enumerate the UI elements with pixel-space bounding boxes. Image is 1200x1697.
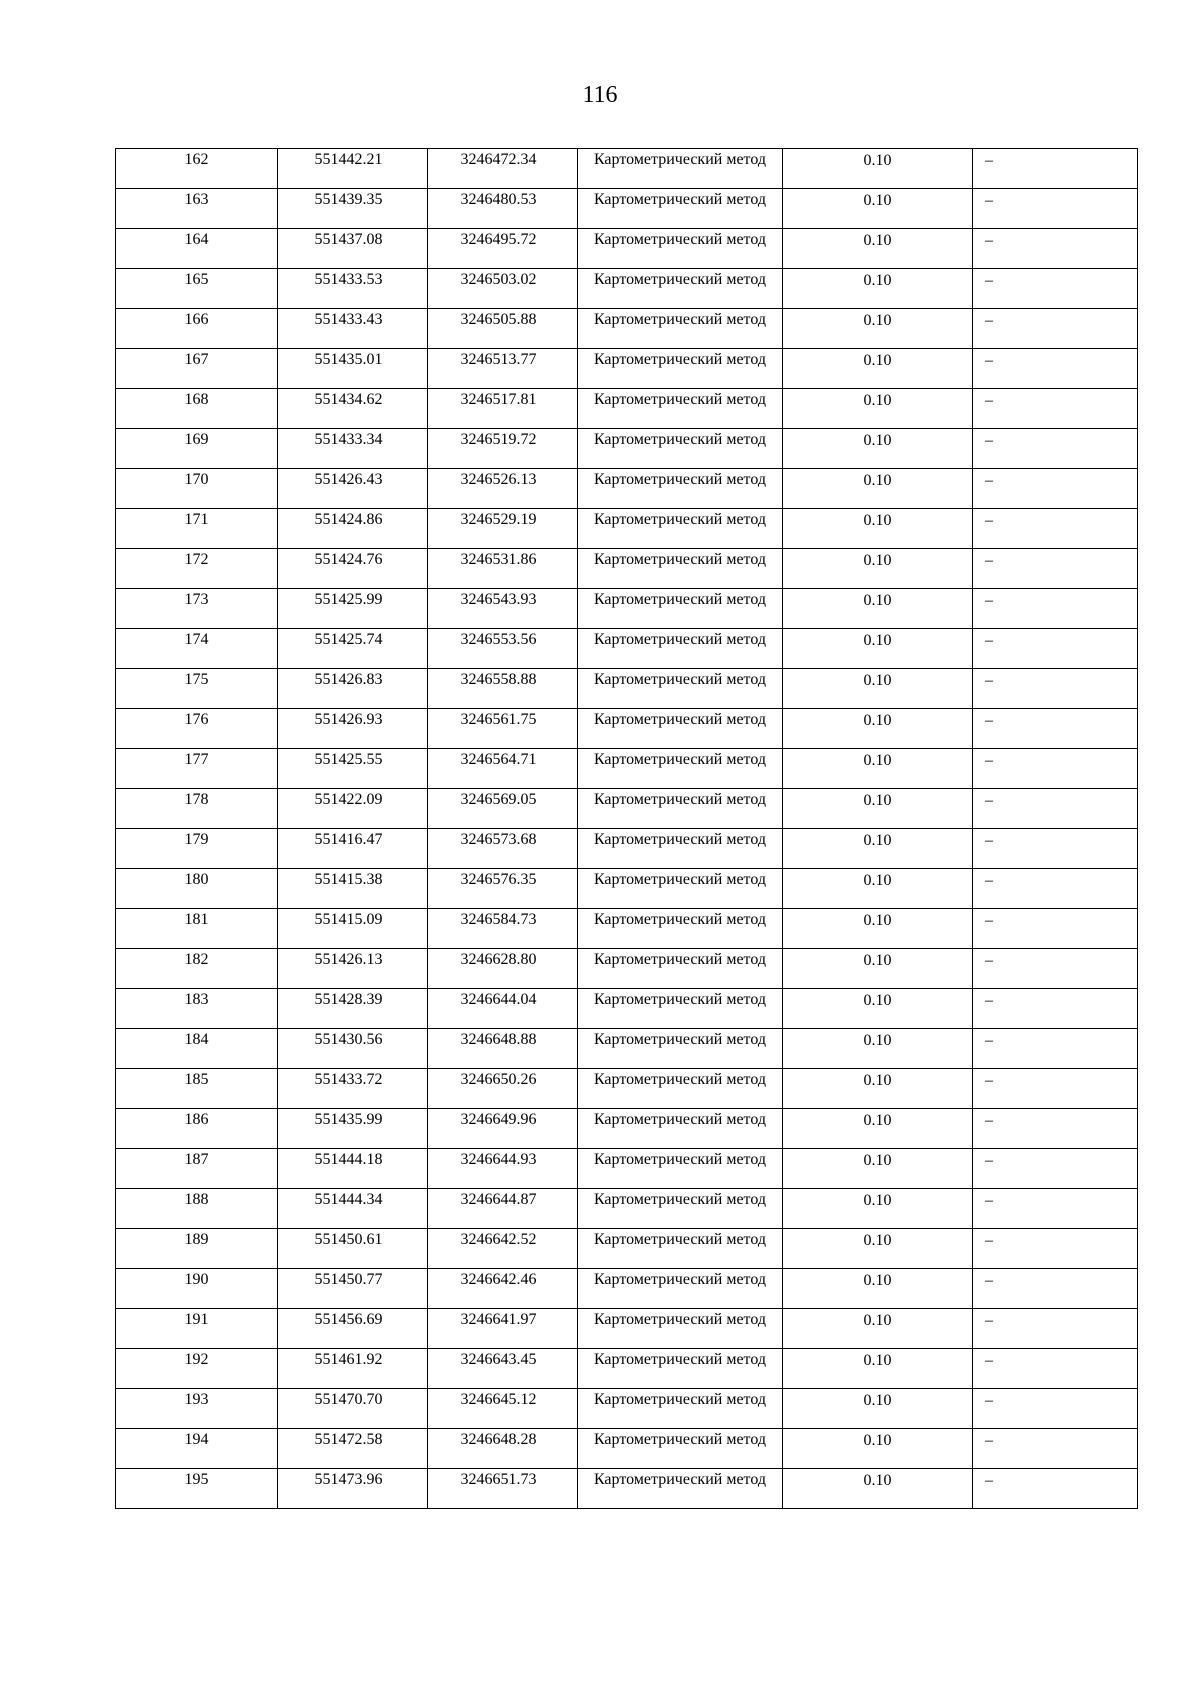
point-number-cell: 190 bbox=[116, 1269, 278, 1309]
table-row bbox=[116, 989, 1138, 1029]
note-cell: – bbox=[973, 1389, 1138, 1429]
x-coordinate-cell: 551450.77 bbox=[278, 1269, 428, 1309]
y-coordinate-cell: 3246519.72 bbox=[428, 429, 578, 469]
x-coordinate-cell: 551430.56 bbox=[278, 1029, 428, 1069]
note-cell: – bbox=[973, 509, 1138, 549]
method-cell: Картометрический метод bbox=[578, 309, 783, 349]
table-row bbox=[116, 269, 1138, 309]
y-coordinate-cell: 3246495.72 bbox=[428, 229, 578, 269]
point-number-cell: 162 bbox=[116, 149, 278, 189]
accuracy-cell: 0.10 bbox=[783, 1429, 973, 1469]
y-coordinate-cell: 3246650.26 bbox=[428, 1069, 578, 1109]
point-number-cell: 195 bbox=[116, 1469, 278, 1509]
x-coordinate-cell: 551435.99 bbox=[278, 1109, 428, 1149]
x-coordinate-cell: 551415.09 bbox=[278, 909, 428, 949]
point-number-cell: 189 bbox=[116, 1229, 278, 1269]
method-cell: Картометрический метод bbox=[578, 909, 783, 949]
table-row bbox=[116, 229, 1138, 269]
x-coordinate-cell: 551426.13 bbox=[278, 949, 428, 989]
method-cell: Картометрический метод bbox=[578, 1229, 783, 1269]
table-row bbox=[116, 909, 1138, 949]
note-cell: – bbox=[973, 469, 1138, 509]
note-cell: – bbox=[973, 629, 1138, 669]
table-row bbox=[116, 1389, 1138, 1429]
point-number-cell: 176 bbox=[116, 709, 278, 749]
x-coordinate-cell: 551425.99 bbox=[278, 589, 428, 629]
point-number-cell: 166 bbox=[116, 309, 278, 349]
accuracy-cell: 0.10 bbox=[783, 1349, 973, 1389]
method-cell: Картометрический метод bbox=[578, 709, 783, 749]
point-number-cell: 168 bbox=[116, 389, 278, 429]
point-number-cell: 178 bbox=[116, 789, 278, 829]
method-cell: Картометрический метод bbox=[578, 349, 783, 389]
note-cell: – bbox=[973, 669, 1138, 709]
note-cell: – bbox=[973, 789, 1138, 829]
accuracy-cell: 0.10 bbox=[783, 869, 973, 909]
x-coordinate-cell: 551434.62 bbox=[278, 389, 428, 429]
x-coordinate-cell: 551424.86 bbox=[278, 509, 428, 549]
method-cell: Картометрический метод bbox=[578, 869, 783, 909]
point-number-cell: 175 bbox=[116, 669, 278, 709]
point-number-cell: 185 bbox=[116, 1069, 278, 1109]
method-cell: Картометрический метод bbox=[578, 509, 783, 549]
method-cell: Картометрический метод bbox=[578, 1309, 783, 1349]
note-cell: – bbox=[973, 1189, 1138, 1229]
point-number-cell: 184 bbox=[116, 1029, 278, 1069]
point-number-cell: 177 bbox=[116, 749, 278, 789]
table-row bbox=[116, 189, 1138, 229]
accuracy-cell: 0.10 bbox=[783, 469, 973, 509]
accuracy-cell: 0.10 bbox=[783, 989, 973, 1029]
point-number-cell: 192 bbox=[116, 1349, 278, 1389]
method-cell: Картометрический метод bbox=[578, 1029, 783, 1069]
x-coordinate-cell: 551415.38 bbox=[278, 869, 428, 909]
point-number-cell: 181 bbox=[116, 909, 278, 949]
coordinates-table-body bbox=[116, 149, 1138, 1509]
accuracy-cell: 0.10 bbox=[783, 709, 973, 749]
x-coordinate-cell: 551433.43 bbox=[278, 309, 428, 349]
method-cell: Картометрический метод bbox=[578, 389, 783, 429]
accuracy-cell: 0.10 bbox=[783, 309, 973, 349]
method-cell: Картометрический метод bbox=[578, 429, 783, 469]
table-row bbox=[116, 829, 1138, 869]
accuracy-cell: 0.10 bbox=[783, 1309, 973, 1349]
note-cell: – bbox=[973, 309, 1138, 349]
note-cell: – bbox=[973, 949, 1138, 989]
x-coordinate-cell: 551424.76 bbox=[278, 549, 428, 589]
point-number-cell: 186 bbox=[116, 1109, 278, 1149]
accuracy-cell: 0.10 bbox=[783, 1109, 973, 1149]
table-row bbox=[116, 429, 1138, 469]
y-coordinate-cell: 3246561.75 bbox=[428, 709, 578, 749]
accuracy-cell: 0.10 bbox=[783, 1149, 973, 1189]
accuracy-cell: 0.10 bbox=[783, 149, 973, 189]
note-cell: – bbox=[973, 429, 1138, 469]
accuracy-cell: 0.10 bbox=[783, 269, 973, 309]
note-cell: – bbox=[973, 389, 1138, 429]
method-cell: Картометрический метод bbox=[578, 1469, 783, 1509]
method-cell: Картометрический метод bbox=[578, 589, 783, 629]
note-cell: – bbox=[973, 829, 1138, 869]
accuracy-cell: 0.10 bbox=[783, 549, 973, 589]
y-coordinate-cell: 3246648.28 bbox=[428, 1429, 578, 1469]
table-row bbox=[116, 1189, 1138, 1229]
point-number-cell: 179 bbox=[116, 829, 278, 869]
accuracy-cell: 0.10 bbox=[783, 909, 973, 949]
table-row bbox=[116, 1469, 1138, 1509]
y-coordinate-cell: 3246584.73 bbox=[428, 909, 578, 949]
accuracy-cell: 0.10 bbox=[783, 829, 973, 869]
y-coordinate-cell: 3246558.88 bbox=[428, 669, 578, 709]
note-cell: – bbox=[973, 1269, 1138, 1309]
y-coordinate-cell: 3246529.19 bbox=[428, 509, 578, 549]
y-coordinate-cell: 3246628.80 bbox=[428, 949, 578, 989]
y-coordinate-cell: 3246645.12 bbox=[428, 1389, 578, 1429]
accuracy-cell: 0.10 bbox=[783, 189, 973, 229]
x-coordinate-cell: 551433.53 bbox=[278, 269, 428, 309]
point-number-cell: 187 bbox=[116, 1149, 278, 1189]
table-row bbox=[116, 589, 1138, 629]
note-cell: – bbox=[973, 1229, 1138, 1269]
table-row bbox=[116, 309, 1138, 349]
x-coordinate-cell: 551444.34 bbox=[278, 1189, 428, 1229]
table-row bbox=[116, 1229, 1138, 1269]
accuracy-cell: 0.10 bbox=[783, 429, 973, 469]
table-row bbox=[116, 1029, 1138, 1069]
table-row bbox=[116, 789, 1138, 829]
point-number-cell: 191 bbox=[116, 1309, 278, 1349]
x-coordinate-cell: 551450.61 bbox=[278, 1229, 428, 1269]
note-cell: – bbox=[973, 1069, 1138, 1109]
method-cell: Картометрический метод bbox=[578, 829, 783, 869]
x-coordinate-cell: 551428.39 bbox=[278, 989, 428, 1029]
x-coordinate-cell: 551435.01 bbox=[278, 349, 428, 389]
note-cell: – bbox=[973, 1429, 1138, 1469]
x-coordinate-cell: 551422.09 bbox=[278, 789, 428, 829]
method-cell: Картометрический метод bbox=[578, 229, 783, 269]
method-cell: Картометрический метод bbox=[578, 989, 783, 1029]
y-coordinate-cell: 3246641.97 bbox=[428, 1309, 578, 1349]
method-cell: Картометрический метод bbox=[578, 549, 783, 589]
point-number-cell: 188 bbox=[116, 1189, 278, 1229]
method-cell: Картометрический метод bbox=[578, 749, 783, 789]
method-cell: Картометрический метод bbox=[578, 669, 783, 709]
y-coordinate-cell: 3246573.68 bbox=[428, 829, 578, 869]
accuracy-cell: 0.10 bbox=[783, 1269, 973, 1309]
table-row bbox=[116, 709, 1138, 749]
note-cell: – bbox=[973, 1349, 1138, 1389]
method-cell: Картометрический метод bbox=[578, 1349, 783, 1389]
y-coordinate-cell: 3246642.46 bbox=[428, 1269, 578, 1309]
x-coordinate-cell: 551442.21 bbox=[278, 149, 428, 189]
note-cell: – bbox=[973, 749, 1138, 789]
method-cell: Картометрический метод bbox=[578, 949, 783, 989]
point-number-cell: 169 bbox=[116, 429, 278, 469]
x-coordinate-cell: 551426.43 bbox=[278, 469, 428, 509]
method-cell: Картометрический метод bbox=[578, 1069, 783, 1109]
y-coordinate-cell: 3246644.93 bbox=[428, 1149, 578, 1189]
note-cell: – bbox=[973, 349, 1138, 389]
note-cell: – bbox=[973, 869, 1138, 909]
method-cell: Картометрический метод bbox=[578, 1429, 783, 1469]
note-cell: – bbox=[973, 989, 1138, 1029]
point-number-cell: 163 bbox=[116, 189, 278, 229]
y-coordinate-cell: 3246644.04 bbox=[428, 989, 578, 1029]
x-coordinate-cell: 551461.92 bbox=[278, 1349, 428, 1389]
coordinates-table bbox=[115, 148, 1138, 1509]
point-number-cell: 164 bbox=[116, 229, 278, 269]
table-row bbox=[116, 389, 1138, 429]
note-cell: – bbox=[973, 1309, 1138, 1349]
y-coordinate-cell: 3246576.35 bbox=[428, 869, 578, 909]
method-cell: Картометрический метод bbox=[578, 1109, 783, 1149]
point-number-cell: 174 bbox=[116, 629, 278, 669]
accuracy-cell: 0.10 bbox=[783, 1029, 973, 1069]
table-row bbox=[116, 749, 1138, 789]
accuracy-cell: 0.10 bbox=[783, 1389, 973, 1429]
method-cell: Картометрический метод bbox=[578, 149, 783, 189]
y-coordinate-cell: 3246651.73 bbox=[428, 1469, 578, 1509]
table-row bbox=[116, 1309, 1138, 1349]
accuracy-cell: 0.10 bbox=[783, 789, 973, 829]
note-cell: – bbox=[973, 269, 1138, 309]
point-number-cell: 183 bbox=[116, 989, 278, 1029]
x-coordinate-cell: 551425.55 bbox=[278, 749, 428, 789]
y-coordinate-cell: 3246643.45 bbox=[428, 1349, 578, 1389]
y-coordinate-cell: 3246564.71 bbox=[428, 749, 578, 789]
table-row bbox=[116, 869, 1138, 909]
method-cell: Картометрический метод bbox=[578, 469, 783, 509]
y-coordinate-cell: 3246503.02 bbox=[428, 269, 578, 309]
accuracy-cell: 0.10 bbox=[783, 949, 973, 989]
method-cell: Картометрический метод bbox=[578, 1389, 783, 1429]
accuracy-cell: 0.10 bbox=[783, 1469, 973, 1509]
accuracy-cell: 0.10 bbox=[783, 509, 973, 549]
table-row bbox=[116, 149, 1138, 189]
x-coordinate-cell: 551444.18 bbox=[278, 1149, 428, 1189]
note-cell: – bbox=[973, 909, 1138, 949]
y-coordinate-cell: 3246642.52 bbox=[428, 1229, 578, 1269]
point-number-cell: 172 bbox=[116, 549, 278, 589]
y-coordinate-cell: 3246517.81 bbox=[428, 389, 578, 429]
method-cell: Картометрический метод bbox=[578, 189, 783, 229]
y-coordinate-cell: 3246543.93 bbox=[428, 589, 578, 629]
point-number-cell: 170 bbox=[116, 469, 278, 509]
point-number-cell: 173 bbox=[116, 589, 278, 629]
x-coordinate-cell: 551433.72 bbox=[278, 1069, 428, 1109]
accuracy-cell: 0.10 bbox=[783, 1069, 973, 1109]
point-number-cell: 171 bbox=[116, 509, 278, 549]
x-coordinate-cell: 551470.70 bbox=[278, 1389, 428, 1429]
note-cell: – bbox=[973, 189, 1138, 229]
accuracy-cell: 0.10 bbox=[783, 589, 973, 629]
table-row bbox=[116, 509, 1138, 549]
accuracy-cell: 0.10 bbox=[783, 1229, 973, 1269]
x-coordinate-cell: 551439.35 bbox=[278, 189, 428, 229]
point-number-cell: 193 bbox=[116, 1389, 278, 1429]
x-coordinate-cell: 551425.74 bbox=[278, 629, 428, 669]
point-number-cell: 194 bbox=[116, 1429, 278, 1469]
x-coordinate-cell: 551426.93 bbox=[278, 709, 428, 749]
x-coordinate-cell: 551456.69 bbox=[278, 1309, 428, 1349]
note-cell: – bbox=[973, 709, 1138, 749]
accuracy-cell: 0.10 bbox=[783, 349, 973, 389]
y-coordinate-cell: 3246472.34 bbox=[428, 149, 578, 189]
y-coordinate-cell: 3246513.77 bbox=[428, 349, 578, 389]
accuracy-cell: 0.10 bbox=[783, 389, 973, 429]
y-coordinate-cell: 3246526.13 bbox=[428, 469, 578, 509]
table-row bbox=[116, 629, 1138, 669]
accuracy-cell: 0.10 bbox=[783, 749, 973, 789]
table-row bbox=[116, 949, 1138, 989]
accuracy-cell: 0.10 bbox=[783, 1189, 973, 1229]
y-coordinate-cell: 3246644.87 bbox=[428, 1189, 578, 1229]
note-cell: – bbox=[973, 589, 1138, 629]
method-cell: Картометрический метод bbox=[578, 789, 783, 829]
method-cell: Картометрический метод bbox=[578, 1269, 783, 1309]
x-coordinate-cell: 551472.58 bbox=[278, 1429, 428, 1469]
y-coordinate-cell: 3246648.88 bbox=[428, 1029, 578, 1069]
point-number-cell: 167 bbox=[116, 349, 278, 389]
y-coordinate-cell: 3246569.05 bbox=[428, 789, 578, 829]
y-coordinate-cell: 3246505.88 bbox=[428, 309, 578, 349]
note-cell: – bbox=[973, 1109, 1138, 1149]
page-number: 116 bbox=[582, 82, 618, 108]
method-cell: Картометрический метод bbox=[578, 629, 783, 669]
table-row bbox=[116, 1429, 1138, 1469]
table-row bbox=[116, 1069, 1138, 1109]
x-coordinate-cell: 551437.08 bbox=[278, 229, 428, 269]
y-coordinate-cell: 3246480.53 bbox=[428, 189, 578, 229]
note-cell: – bbox=[973, 1149, 1138, 1189]
table-row bbox=[116, 669, 1138, 709]
x-coordinate-cell: 551426.83 bbox=[278, 669, 428, 709]
point-number-cell: 182 bbox=[116, 949, 278, 989]
accuracy-cell: 0.10 bbox=[783, 669, 973, 709]
x-coordinate-cell: 551416.47 bbox=[278, 829, 428, 869]
accuracy-cell: 0.10 bbox=[783, 229, 973, 269]
note-cell: – bbox=[973, 149, 1138, 189]
table-row bbox=[116, 349, 1138, 389]
table-row bbox=[116, 549, 1138, 589]
method-cell: Картометрический метод bbox=[578, 1149, 783, 1189]
method-cell: Картометрический метод bbox=[578, 1189, 783, 1229]
note-cell: – bbox=[973, 1469, 1138, 1509]
note-cell: – bbox=[973, 549, 1138, 589]
table-row bbox=[116, 1269, 1138, 1309]
note-cell: – bbox=[973, 229, 1138, 269]
table-row bbox=[116, 1109, 1138, 1149]
y-coordinate-cell: 3246649.96 bbox=[428, 1109, 578, 1149]
accuracy-cell: 0.10 bbox=[783, 629, 973, 669]
x-coordinate-cell: 551433.34 bbox=[278, 429, 428, 469]
table-row bbox=[116, 1349, 1138, 1389]
table-row bbox=[116, 469, 1138, 509]
y-coordinate-cell: 3246553.56 bbox=[428, 629, 578, 669]
method-cell: Картометрический метод bbox=[578, 269, 783, 309]
point-number-cell: 180 bbox=[116, 869, 278, 909]
x-coordinate-cell: 551473.96 bbox=[278, 1469, 428, 1509]
table-row bbox=[116, 1149, 1138, 1189]
note-cell: – bbox=[973, 1029, 1138, 1069]
point-number-cell: 165 bbox=[116, 269, 278, 309]
y-coordinate-cell: 3246531.86 bbox=[428, 549, 578, 589]
